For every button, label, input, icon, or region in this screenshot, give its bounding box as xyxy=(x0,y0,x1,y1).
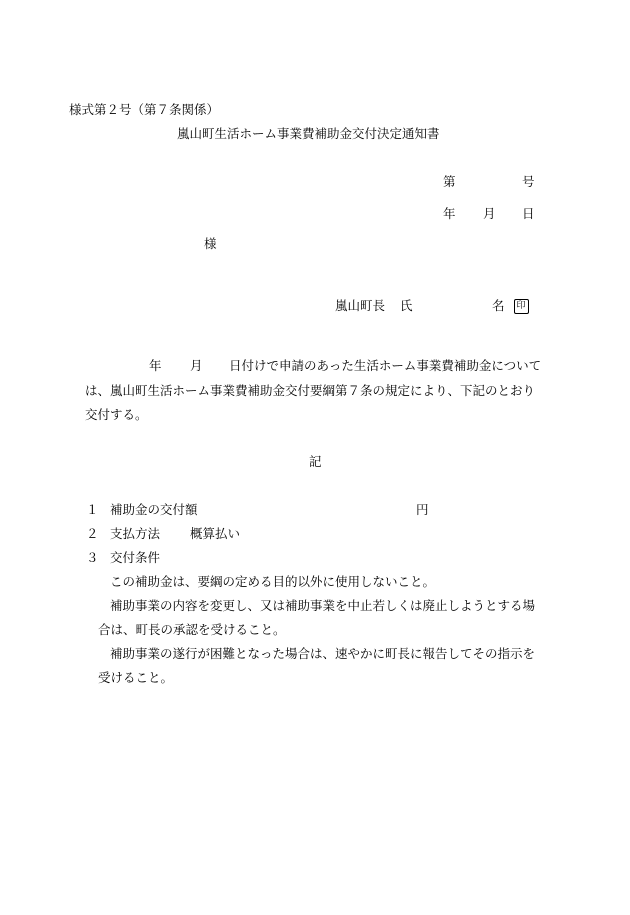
date-year-label: 年 xyxy=(443,206,456,221)
body-line2: は、嵐山町生活ホーム事業費補助金交付要綱第７条の規定により、下記のとおり xyxy=(85,383,536,398)
item-1-unit: 円 xyxy=(416,502,429,517)
ref-number-prefix: 第 xyxy=(443,174,456,189)
item-3-label: 交付条件 xyxy=(110,550,161,565)
issuer-mei-label: 名 xyxy=(492,298,505,313)
body-date-year: 年 xyxy=(149,358,162,373)
condition-2-line1: 補助事業の内容を変更し、又は補助事業を中止若しくは廃止しようとする場 xyxy=(110,598,536,613)
seal-stamp: 印 xyxy=(514,299,529,314)
date-month-label: 月 xyxy=(483,206,496,221)
body-line3: 交付する。 xyxy=(85,407,148,422)
issuer-title: 嵐山町長 xyxy=(335,298,386,313)
item-2-number: ２ xyxy=(86,526,99,541)
item-3-number: ３ xyxy=(86,550,99,565)
ki-heading: 記 xyxy=(309,454,322,469)
issuer-shi: 氏 xyxy=(400,298,413,313)
body-date-month: 月 xyxy=(190,358,203,373)
document-title: 嵐山町生活ホーム事業費補助金交付決定通知書 xyxy=(177,126,440,141)
condition-3-line1: 補助事業の遂行が困難となった場合は、速やかに町長に報告してその指示を xyxy=(110,646,536,661)
date-day-label: 日 xyxy=(522,206,535,221)
body-line1: 日付けで申請のあった生活ホーム事業費補助金について xyxy=(229,358,542,373)
ref-number-suffix: 号 xyxy=(522,174,535,189)
condition-1: この補助金は、要綱の定める目的以外に使用しないこと。 xyxy=(110,574,436,589)
item-2-label: 支払方法 xyxy=(110,526,161,541)
item-1-number: １ xyxy=(86,502,99,517)
issuer-mei xyxy=(492,298,529,314)
item-2-value: 概算払い xyxy=(190,526,241,541)
condition-3-line2: 受けること。 xyxy=(98,670,174,685)
condition-2-line2: 合は、町長の承認を受けること。 xyxy=(98,622,286,637)
form-number: 様式第２号（第７条関係） xyxy=(69,102,220,117)
item-1-label: 補助金の交付額 xyxy=(110,502,198,517)
recipient-honorific: 様 xyxy=(204,236,217,251)
